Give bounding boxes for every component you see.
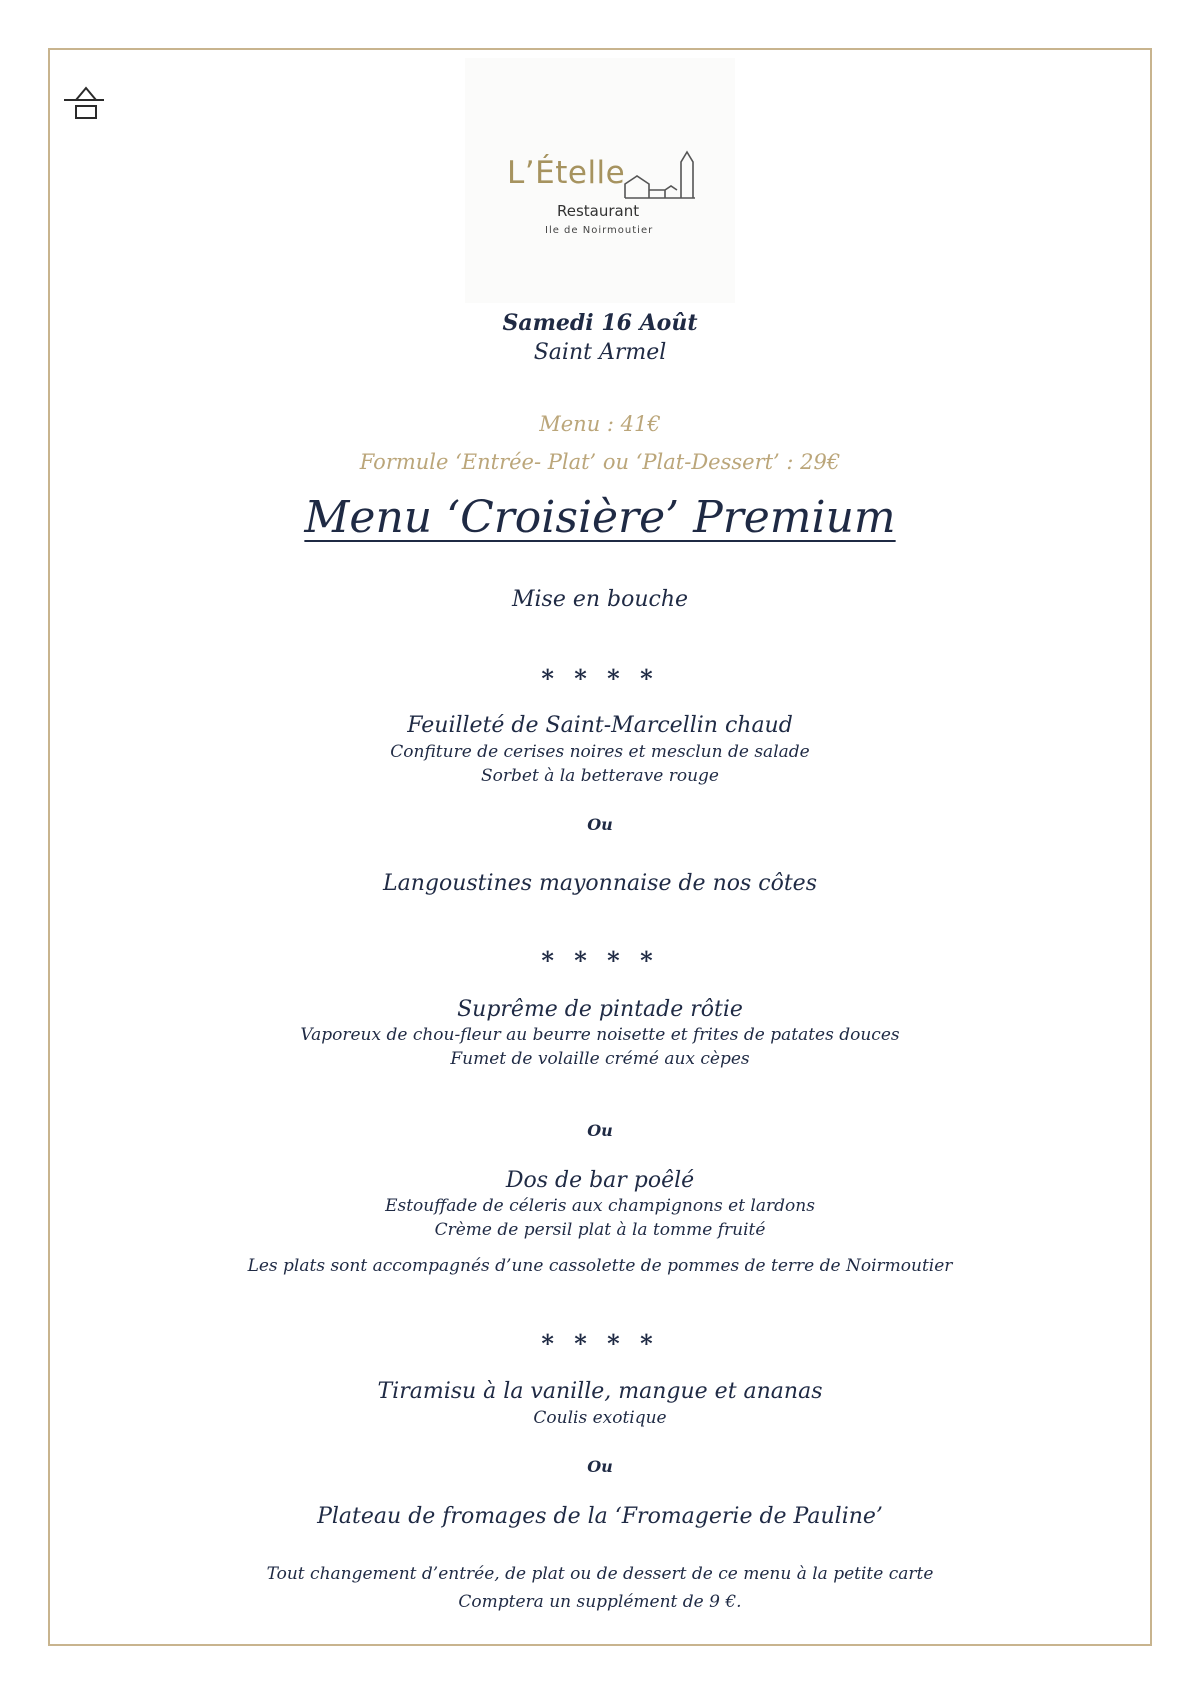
main-1-detail: Vaporeux de chou-fleur au beurre noisette et frites de patates douces — [300, 1025, 900, 1045]
amuse-bouche: Mise en bouche — [511, 587, 689, 612]
menu-title: Menu ‘Croisière’ Premium — [304, 492, 896, 543]
footer-note: Comptera un supplément de 9 €. — [458, 1592, 742, 1612]
mains-note: Les plats sont accompagnés d’une cassolette de pommes de terre de Noirmoutier — [247, 1256, 953, 1276]
main-2-detail: Crème de persil plat à la tomme fruité — [434, 1220, 766, 1240]
main-2-name: Dos de bar poêlé — [505, 1168, 695, 1193]
footer-note: Tout changement d’entrée, de plat ou de dessert de ce menu à la petite carte — [266, 1564, 934, 1584]
chapel-icon — [623, 142, 703, 202]
course-separator: * * * * — [541, 664, 659, 693]
starter-1-name: Feuilleté de Saint-Marcellin chaud — [407, 713, 793, 738]
starter-1-detail: Sorbet à la betterave rouge — [481, 766, 719, 786]
logo-subtitle: Restaurant — [557, 202, 640, 220]
formule-price: Formule ‘Entrée- Plat’ ou ‘Plat-Dessert’ : 29€ — [359, 450, 841, 474]
menu-date: Samedi 16 Août — [502, 310, 698, 336]
main-1-name: Suprême de pintade rôtie — [457, 997, 743, 1022]
or-label: Ou — [587, 815, 613, 834]
course-separator: * * * * — [541, 1329, 659, 1358]
main-2-detail: Estouffade de céleris aux champignons et lardons — [385, 1196, 815, 1216]
dessert-1-detail: Coulis exotique — [533, 1408, 667, 1428]
menu-price: Menu : 41€ — [539, 412, 661, 436]
restaurant-logo — [465, 58, 735, 303]
logo-location: Ile de Noirmoutier — [545, 225, 654, 236]
starter-2-name: Langoustines mayonnaise de nos côtes — [383, 871, 817, 896]
starter-1-detail: Confiture de cerises noires et mesclun de salade — [390, 742, 810, 762]
house-icon — [62, 82, 106, 122]
dessert-1-name: Tiramisu à la vanille, mangue et ananas — [377, 1379, 823, 1404]
course-separator: * * * * — [541, 946, 659, 975]
logo-name: L’Ételle — [507, 155, 626, 191]
or-label: Ou — [587, 1121, 613, 1140]
saint-of-day: Saint Armel — [533, 340, 667, 365]
main-1-detail: Fumet de volaille crémé aux cèpes — [450, 1049, 750, 1069]
or-label: Ou — [587, 1457, 613, 1476]
dessert-2-name: Plateau de fromages de la ‘Fromagerie de Pauline’ — [317, 1504, 883, 1529]
